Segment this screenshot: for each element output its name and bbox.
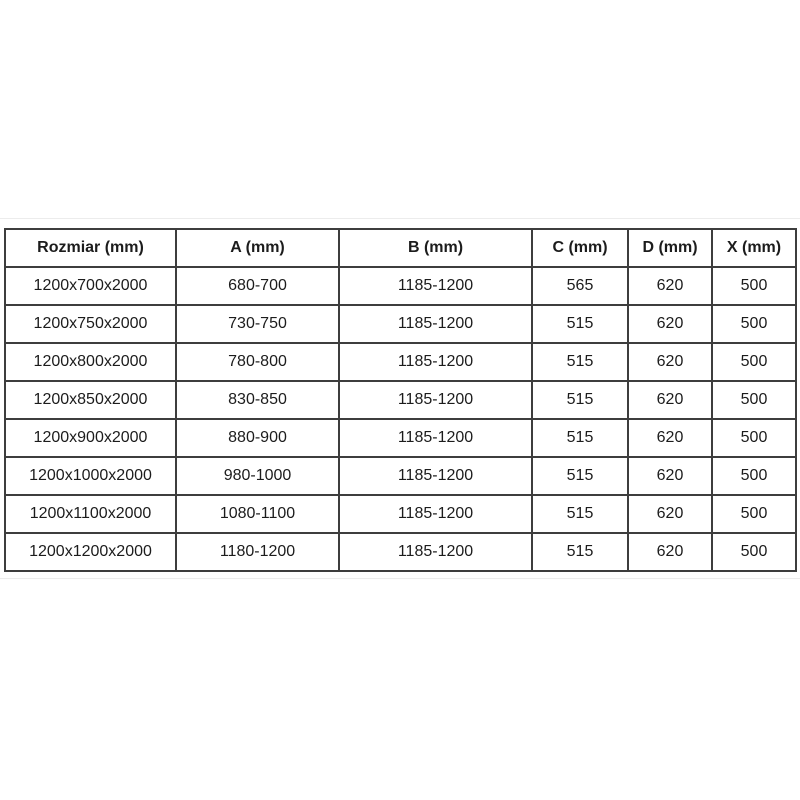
table-cell: 680-700 (176, 267, 339, 305)
table-cell: 500 (712, 457, 796, 495)
table-cell: 515 (532, 305, 628, 343)
table-cell: 620 (628, 457, 712, 495)
table-row (5, 267, 796, 305)
table-cell: 515 (532, 457, 628, 495)
table-cell: 515 (532, 495, 628, 533)
table-row (5, 381, 796, 419)
table-row (5, 533, 796, 571)
table-cell: 565 (532, 267, 628, 305)
table-cell: 1180-1200 (176, 533, 339, 571)
table-cell: 1200x1000x2000 (5, 457, 176, 495)
table-cell: 620 (628, 495, 712, 533)
table-cell: 620 (628, 343, 712, 381)
table-cell: 1185-1200 (339, 457, 532, 495)
table-cell: 620 (628, 381, 712, 419)
header-row (5, 229, 796, 267)
table-row (5, 343, 796, 381)
table-cell: 620 (628, 419, 712, 457)
table-cell: 500 (712, 305, 796, 343)
dimensions-table-container (4, 228, 797, 572)
table-cell: 1185-1200 (339, 381, 532, 419)
table-cell: 780-800 (176, 343, 339, 381)
table-cell: 515 (532, 343, 628, 381)
table-row (5, 495, 796, 533)
table-cell: 1200x750x2000 (5, 305, 176, 343)
table-cell: 500 (712, 381, 796, 419)
table-cell: 620 (628, 267, 712, 305)
table-cell: 1185-1200 (339, 419, 532, 457)
table-cell: 515 (532, 381, 628, 419)
table-cell: 1185-1200 (339, 305, 532, 343)
table-cell: 1200x800x2000 (5, 343, 176, 381)
column-header-b: B (mm) (339, 229, 532, 267)
table-cell: 620 (628, 533, 712, 571)
table-cell: 1200x1200x2000 (5, 533, 176, 571)
top-divider-line (0, 218, 800, 219)
table-row (5, 419, 796, 457)
table-cell: 1185-1200 (339, 343, 532, 381)
table-cell: 500 (712, 419, 796, 457)
table-cell: 500 (712, 267, 796, 305)
table-cell: 830-850 (176, 381, 339, 419)
dimensions-table (4, 228, 797, 572)
column-header-c: C (mm) (532, 229, 628, 267)
table-row (5, 305, 796, 343)
table-cell: 880-900 (176, 419, 339, 457)
table-cell: 1080-1100 (176, 495, 339, 533)
table-cell: 1185-1200 (339, 533, 532, 571)
table-cell: 500 (712, 495, 796, 533)
table-cell: 1200x850x2000 (5, 381, 176, 419)
table-cell: 515 (532, 419, 628, 457)
table-cell: 980-1000 (176, 457, 339, 495)
table-cell: 1200x700x2000 (5, 267, 176, 305)
table-cell: 730-750 (176, 305, 339, 343)
table-cell: 1185-1200 (339, 267, 532, 305)
bottom-divider-line (0, 578, 800, 579)
column-header-a: A (mm) (176, 229, 339, 267)
table-cell: 1185-1200 (339, 495, 532, 533)
column-header-d: D (mm) (628, 229, 712, 267)
table-cell: 1200x900x2000 (5, 419, 176, 457)
table-cell: 500 (712, 343, 796, 381)
table-cell: 500 (712, 533, 796, 571)
table-row (5, 457, 796, 495)
column-header-x: X (mm) (712, 229, 796, 267)
table-cell: 515 (532, 533, 628, 571)
table-cell: 1200x1100x2000 (5, 495, 176, 533)
column-header-rozmiar: Rozmiar (mm) (5, 229, 176, 267)
table-cell: 620 (628, 305, 712, 343)
